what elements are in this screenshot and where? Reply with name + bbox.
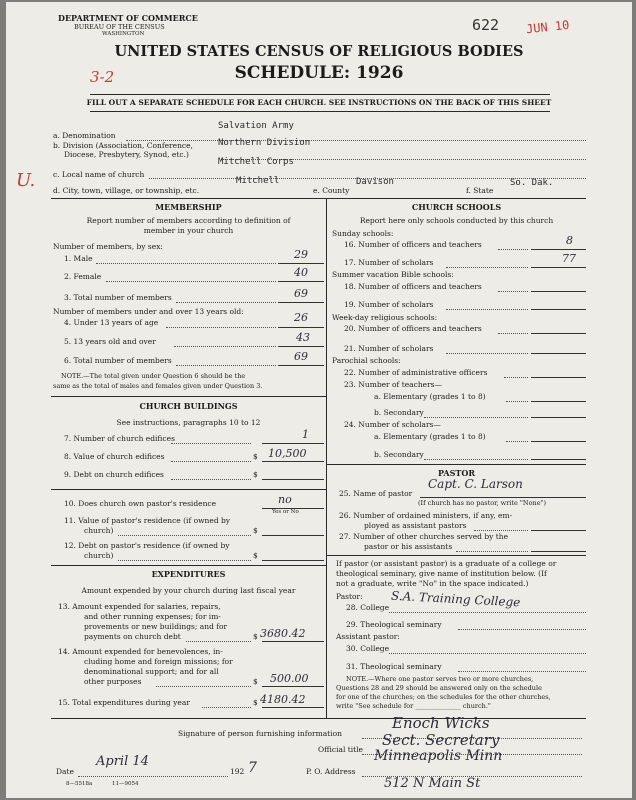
city-value: Mitchell <box>236 176 280 186</box>
under-over-label: Number of members under and over 13 years old: <box>53 307 244 316</box>
q13-label-4: payments on church debt <box>84 632 181 641</box>
q30-label: 30. College <box>346 644 390 653</box>
pastor-note-4: write "See schedule for ______________ church." <box>336 702 491 710</box>
denomination-value: Salvation Army <box>218 121 294 131</box>
pastor-heading: PASTOR <box>438 468 475 478</box>
q7-value: 1 <box>302 428 309 441</box>
pastor-note-2: Questions 28 and 29 should be answered only on the schedule <box>336 684 542 692</box>
q2-label: 2. Female <box>64 272 102 281</box>
q25-value: Capt. C. Larson <box>428 477 523 491</box>
q14-value: 500.00 <box>270 672 309 685</box>
q12-dollar: $ <box>253 551 258 560</box>
division-label: b. Division (Association, Conference, <box>53 141 193 150</box>
red-annotation: 3-2 <box>90 68 115 86</box>
q10-label: 10. Does church own pastor's residence <box>64 499 217 508</box>
q15-dollar: $ <box>253 698 258 707</box>
schools-heading: CHURCH SCHOOLS <box>411 202 502 212</box>
q1-value: 29 <box>294 248 308 261</box>
pastor-note-3: for one of the churches; on the schedules for the other churches, <box>336 693 551 701</box>
q18-label: 18. Number of officers and teachers <box>344 282 482 291</box>
parochial-schools-label: Parochial schools: <box>332 356 401 365</box>
po-address-value-1: Minneapolis Minn <box>374 748 503 764</box>
received-date-stamp: JUN 10 <box>525 17 570 37</box>
date-label: Date <box>56 767 74 776</box>
schools-intro: Report here only schools conducted by this church <box>359 216 554 225</box>
division-label-2: Diocese, Presbytery, Synod, etc.) <box>64 150 189 159</box>
q26-label-1: 26. Number of ordained ministers, if any, em- <box>339 511 513 520</box>
expenditures-heading: EXPENDITURES <box>151 569 226 579</box>
official-title-value: Sect. Secretary <box>382 731 500 749</box>
division-value: Northern Division <box>218 138 311 148</box>
q4-value: 26 <box>294 311 308 324</box>
q3-value: 69 <box>294 287 308 300</box>
q16-label: 16. Number of officers and teachers <box>344 240 482 249</box>
q24-label: 24. Number of scholars— <box>344 420 441 429</box>
q20-label: 20. Number of officers and teachers <box>344 324 482 333</box>
graduate-note-3: not a graduate, write "No" in the space indicated.) <box>336 579 529 588</box>
city-label: d. City, town, village, or township, etc. <box>53 186 200 195</box>
q13-label-3: provements or new buildings; and for <box>84 622 228 631</box>
q14-label-3: denominational support; and for all <box>84 667 219 676</box>
q8-label: 8. Value of church edifices <box>64 452 165 461</box>
q24a-label: a. Elementary (grades 1 to 8) <box>374 432 486 441</box>
q17-label: 17. Number of scholars <box>344 258 434 267</box>
q21-label: 21. Number of scholars <box>344 344 434 353</box>
q23a-label: a. Elementary (grades 1 to 8) <box>374 392 486 401</box>
membership-intro-2: member in your church <box>143 226 234 235</box>
q14-label-2: cluding home and foreign missions; for <box>84 657 233 666</box>
q11-dollar: $ <box>253 526 258 535</box>
po-address-label: P. O. Address <box>306 767 356 776</box>
sunday-schools-label: Sunday schools: <box>332 229 394 238</box>
q9-dollar: $ <box>253 470 258 479</box>
q5-value: 43 <box>296 331 310 344</box>
assistant-pastor-sublabel: Assistant pastor: <box>336 632 400 641</box>
form-subtitle: SCHEDULE: 1926 <box>234 63 404 83</box>
q25-label: 25. Name of pastor <box>339 489 413 498</box>
official-title-label: Official title <box>318 745 363 754</box>
buildings-see: See instructions, paragraphs 10 to 12 <box>116 418 261 427</box>
q11-label-2: church) <box>84 526 114 535</box>
q31-label: 31. Theological seminary <box>346 662 442 671</box>
red-u-mark: U. <box>16 170 36 191</box>
county-label: e. County <box>313 186 350 195</box>
q27-label-1: 27. Number of other churches served by the <box>339 532 509 541</box>
graduate-note-1: If pastor (or assistant pastor) is a graduate of a college or <box>336 559 557 568</box>
q28-value: S.A. Training College <box>390 588 521 610</box>
q12-label-2: church) <box>84 551 114 560</box>
form-title: UNITED STATES CENSUS OF RELIGIOUS BODIES <box>114 43 524 60</box>
city-heading: WASHINGTON <box>102 31 145 37</box>
county-value: Davison <box>356 177 394 187</box>
yes-no-hint: Yes or No <box>272 509 299 515</box>
q13-label-1: 13. Amount expended for salaries, repairs, <box>58 602 221 611</box>
stamp-number: 622 <box>472 16 500 34</box>
signature-value: Enoch Wicks <box>392 714 490 732</box>
q5-label: 5. 13 years old and over <box>64 337 156 346</box>
q4-label: 4. Under 13 years of age <box>64 318 159 327</box>
q2-value: 40 <box>294 266 308 279</box>
state-value: So. Dak. <box>510 178 554 188</box>
q14-dollar: $ <box>253 677 258 686</box>
pastor-note-1: NOTE.—Where one pastor serves two or more churches, <box>346 675 534 683</box>
q15-label: 15. Total expenditures during year <box>58 698 190 707</box>
q16-value: 8 <box>566 234 573 247</box>
q17-value: 77 <box>562 252 576 265</box>
q1-label: 1. Male <box>64 254 93 263</box>
separate-schedule-instruction: FILL OUT A SEPARATE SCHEDULE FOR EACH CHURCH. SEE INSTRUCTIONS ON THE BACK OF THIS SHEET <box>86 98 552 107</box>
q29-label: 29. Theological seminary <box>346 620 442 629</box>
q6-value: 69 <box>294 350 308 363</box>
date-value: April 14 <box>96 754 149 769</box>
q19-label: 19. Number of scholars <box>344 300 434 309</box>
membership-note-2: same as the total of males and females given under Question 3. <box>53 382 263 390</box>
print-code-2: 11—9054 <box>112 781 139 787</box>
q27-label-2: pastor or his assistants <box>364 542 453 551</box>
q9-label: 9. Debt on church edifices <box>64 470 164 479</box>
state-label: f. State <box>466 186 494 195</box>
buildings-heading: CHURCH BUILDINGS <box>139 401 238 411</box>
membership-heading: MEMBERSHIP <box>155 202 222 212</box>
q13-label-2: and other running expenses; for im- <box>84 612 221 621</box>
pastor-sublabel: Pastor: <box>336 592 363 601</box>
q26-label-2: ployed as assistant pastors <box>364 521 467 530</box>
q8-dollar: $ <box>253 452 258 461</box>
q10-value: no <box>278 493 292 506</box>
q25-note: (If church has no pastor, write "None") <box>418 499 547 507</box>
q22-label: 22. Number of administrative officers <box>344 368 488 377</box>
signature-label: Signature of person furnishing information <box>178 729 342 738</box>
q24b-label: b. Secondary <box>374 450 424 459</box>
membership-intro-1: Report number of members according to definition of <box>86 216 291 225</box>
q13-dollar: $ <box>253 632 258 641</box>
year-suffix: 7 <box>248 760 257 776</box>
department-heading: DEPARTMENT OF COMMERCE <box>58 13 198 23</box>
local-church-value: Mitchell Corps <box>218 157 294 167</box>
q13-value: 3680.42 <box>260 627 306 640</box>
q6-label: 6. Total number of members <box>64 356 172 365</box>
denomination-label: a. Denomination <box>53 131 116 140</box>
membership-note-1: NOTE.—The total given under Question 6 should be the <box>61 372 246 380</box>
q23b-label: b. Secondary <box>374 408 424 417</box>
expenditures-intro: Amount expended by your church during last fiscal year <box>81 586 296 595</box>
graduate-note-2: theological seminary, give name of institution below. (If <box>336 569 547 578</box>
po-address-value-2: 512 N Main St <box>384 776 481 791</box>
weekday-schools-label: Week-day religious schools: <box>332 313 438 322</box>
q28-label: 28. College <box>346 603 390 612</box>
q14-label-4: other purposes <box>84 677 142 686</box>
q7-label: 7. Number of church edifices <box>64 434 175 443</box>
q14-label-1: 14. Amount expended for benevolences, in- <box>58 647 223 656</box>
year-prefix: 192 <box>230 767 245 776</box>
q15-value: 4180.42 <box>260 693 306 706</box>
q23-label: 23. Number of teachers— <box>344 380 443 389</box>
census-schedule-sheet <box>6 2 632 798</box>
print-code: 8—5518a <box>66 781 93 787</box>
q8-value: 10,500 <box>268 447 307 460</box>
q3-label: 3. Total number of members <box>64 293 172 302</box>
summer-schools-label: Summer vacation Bible schools: <box>332 270 454 279</box>
q11-label: 11. Value of pastor's residence (if owned by <box>64 516 231 525</box>
local-church-label: c. Local name of church <box>53 170 145 179</box>
members-by-sex-label: Number of members, by sex: <box>53 242 163 251</box>
q12-label: 12. Debt on pastor's residence (if owned by <box>64 541 230 550</box>
bureau-heading: BUREAU OF THE CENSUS <box>74 23 165 31</box>
